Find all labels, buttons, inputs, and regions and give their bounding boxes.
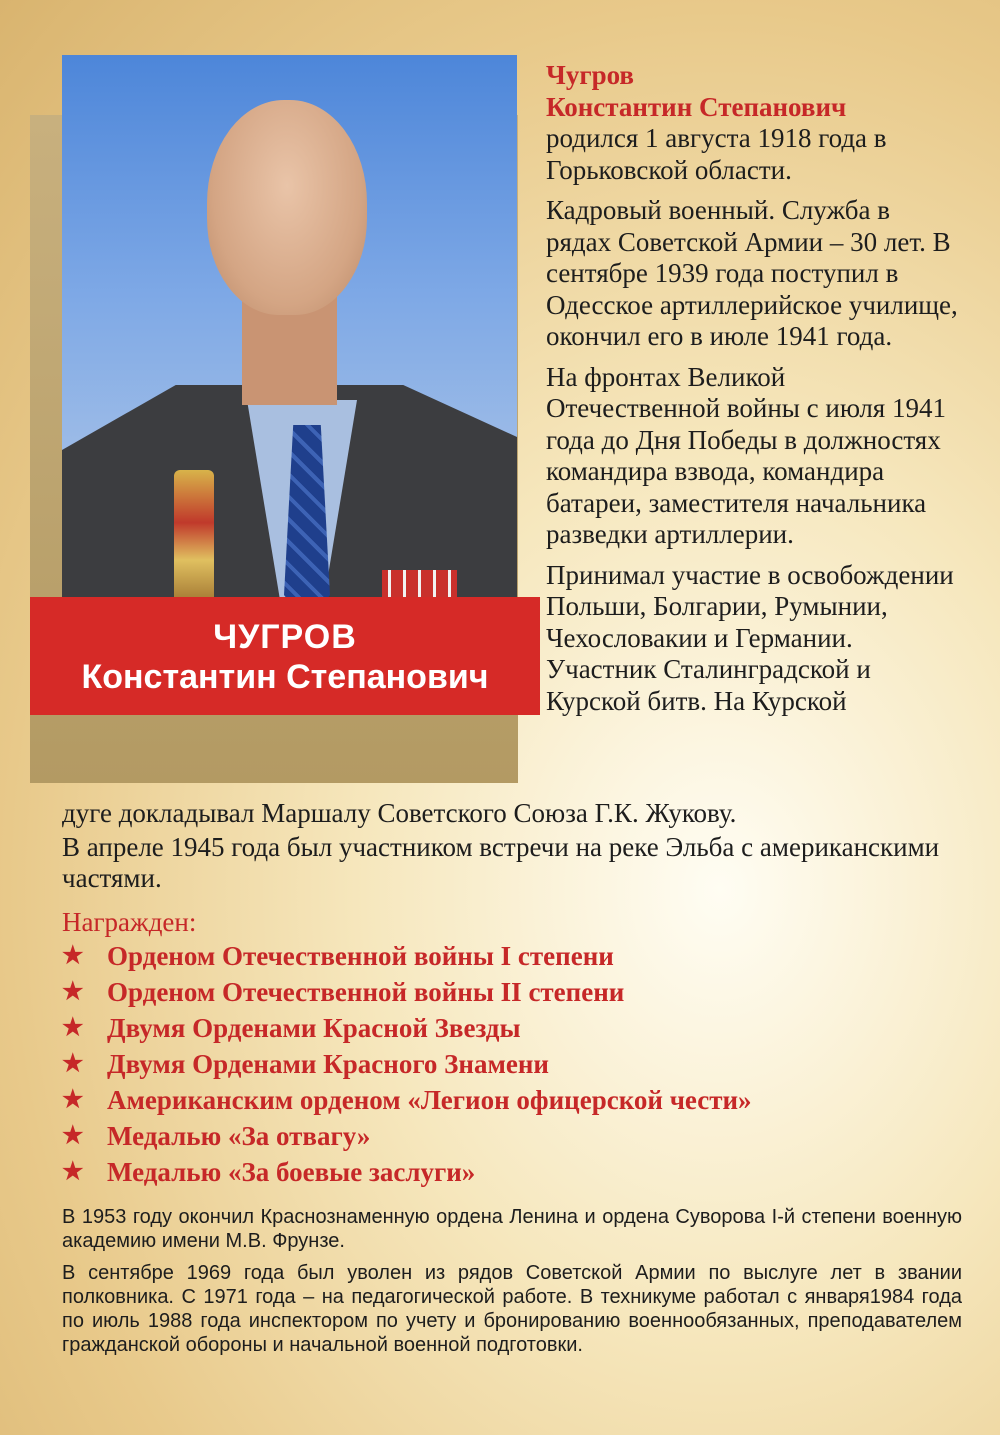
portrait-photo bbox=[62, 55, 517, 600]
award-label: Медалью «За боевые заслуги» bbox=[107, 1156, 476, 1187]
portrait-head bbox=[207, 100, 367, 315]
banner-name: Константин Степанович bbox=[81, 658, 489, 696]
star-icon: ★ bbox=[62, 1014, 84, 1041]
award-item bbox=[62, 1155, 962, 1191]
award-item bbox=[62, 1011, 962, 1047]
portrait-medals bbox=[174, 470, 214, 600]
paragraph-liberation: Принимал участие в освобождении Польши, Болгарии, Румынии, Чехословакии и Германии. Участник Сталинградской и Курской битв. На Курской bbox=[546, 559, 954, 716]
star-icon: ★ bbox=[62, 1158, 84, 1185]
award-item bbox=[62, 1083, 962, 1119]
paragraph-career: Кадровый военный. Служба в рядах Советской Армии – 30 лет. В сентябре 1939 года поступил в Одесское артиллерийское училище, окончил его в июле 1941 года. bbox=[546, 195, 958, 351]
award-label: Двумя Орденами Красной Звезды bbox=[107, 1012, 521, 1043]
paragraph-elbe: В апреле 1945 года был участником встречи на реке Эльба с американскими частями. bbox=[62, 831, 940, 893]
paragraph-academy: В 1953 году окончил Краснознаменную ордена Ленина и ордена Суворова I-й степени военную академию имени М.В. Фрунзе. bbox=[62, 1205, 962, 1252]
star-icon: ★ bbox=[62, 1122, 84, 1149]
award-label: Орденом Отечественной войны I степени bbox=[107, 940, 614, 971]
star-icon: ★ bbox=[62, 1050, 84, 1077]
award-item bbox=[62, 975, 962, 1011]
award-item bbox=[62, 1119, 962, 1155]
award-label: Американским орденом «Легион офицерской чести» bbox=[107, 1084, 752, 1115]
award-label: Медалью «За отвагу» bbox=[107, 1120, 371, 1151]
paragraph-born: родился 1 августа 1918 года в Горьковской области. bbox=[546, 123, 887, 185]
awards-title: Награжден: bbox=[62, 906, 197, 937]
paragraph-fronts: На фронтах Великой Отечественной войны с июля 1941 года до Дня Победы в должностях командира взвода, командира батареи, заместителя начальника разведки артиллерии. bbox=[546, 361, 946, 549]
awards-list bbox=[62, 939, 962, 1191]
award-label: Двумя Орденами Красного Знамени bbox=[107, 1048, 549, 1079]
banner-surname: ЧУГРОВ bbox=[213, 618, 357, 656]
star-icon: ★ bbox=[62, 978, 84, 1005]
portrait-ribbons bbox=[382, 570, 457, 600]
name-banner bbox=[30, 597, 540, 715]
header-surname: Чугров bbox=[546, 60, 635, 90]
paragraph-liberation-cont: дуге докладывал Маршалу Советского Союза Г.К. Жукову. bbox=[62, 798, 737, 828]
biography-lower bbox=[62, 798, 962, 1357]
biography-column bbox=[546, 60, 961, 726]
award-label: Орденом Отечественной войны II степени bbox=[107, 976, 625, 1007]
award-item bbox=[62, 1047, 962, 1083]
star-icon: ★ bbox=[62, 942, 84, 969]
paragraph-retirement: В сентябре 1969 года был уволен из рядов Советской Армии по выслуге лет в звании полковника. С 1971 года – на педагогической работе. В техникуме работал с января1984 года по июль 1988 года инспектором по учету и бронированию военнообязанных, преподавателем гражданской обороны и начальной военной подготовки. bbox=[62, 1261, 962, 1356]
award-item bbox=[62, 939, 962, 975]
header-name: Константин Степанович bbox=[546, 91, 847, 122]
star-icon: ★ bbox=[62, 1086, 84, 1113]
